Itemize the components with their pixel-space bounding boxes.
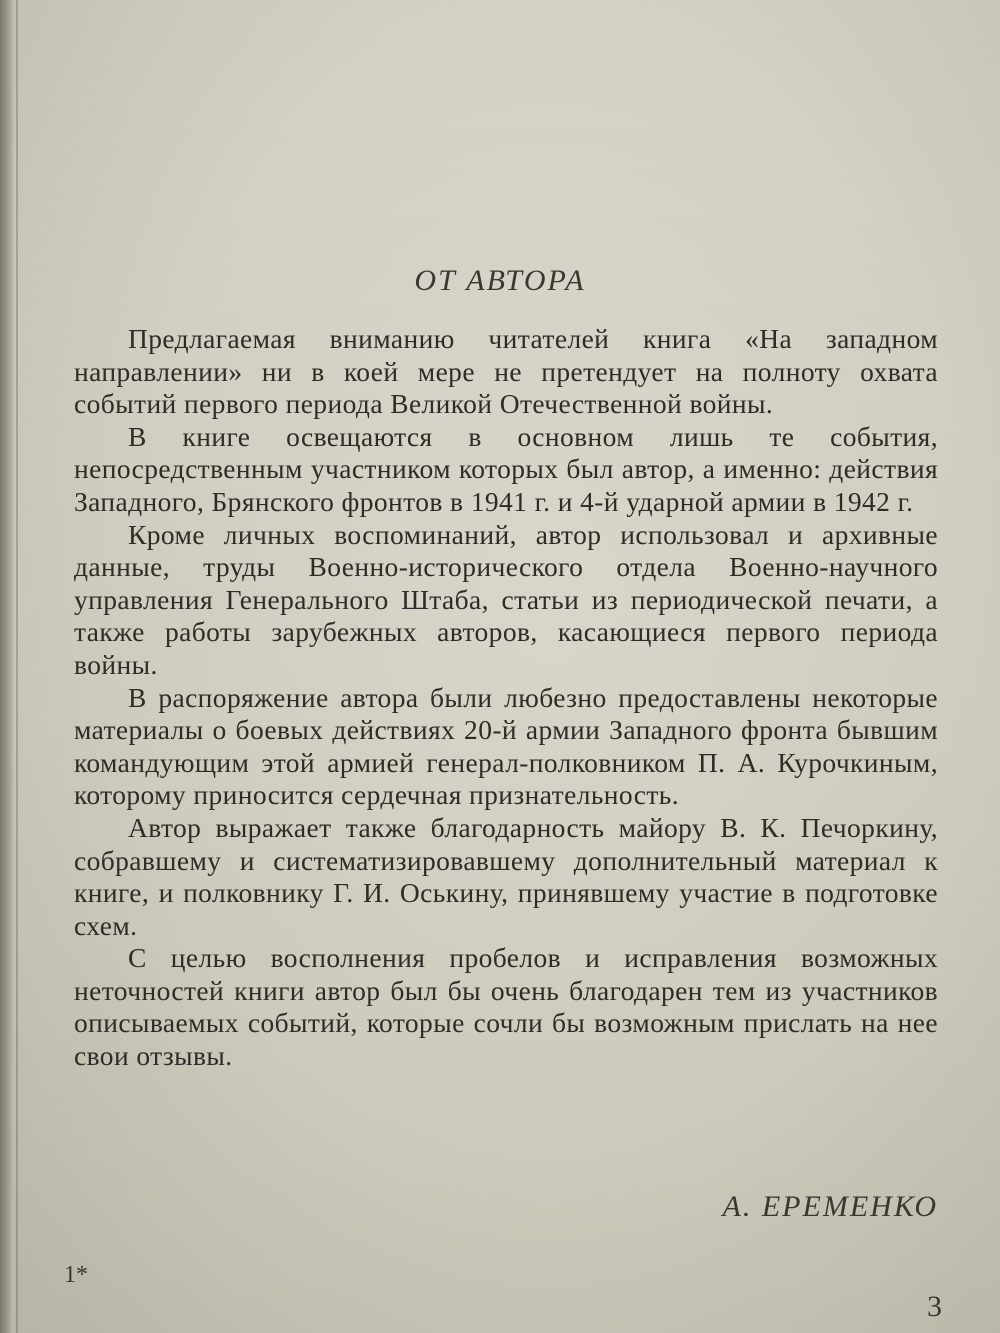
author-signature: А. ЕРЕМЕНКО [722, 1190, 938, 1223]
body-text [74, 323, 938, 1073]
paragraph: В книге освещаются в основном лишь те события, непосредственным участником которых был автор, а именно: действия Западного, Брянского фронтов в 1941 г. и 4-й ударной армии в 1942 г. [74, 420, 938, 517]
binding-crease [16, 0, 18, 1333]
printer-signature-mark: 1* [64, 1262, 88, 1288]
paragraph: Автор выражает также благодарность майору В. К. Печоркину, собравшему и систематизировавшему дополнительный материал к книге, и полковнику Г. И. Оськину, принявшему участие в подготовке схем. [74, 811, 938, 941]
paragraph: В распоряжение автора были любезно предоставлены некоторые материалы о боевых действиях 20-й армии Западного фронта бывшим командующим этой армией генерал-полковником П. А. Курочкиным, которому приносится сердечная признательность. [74, 681, 938, 811]
page-number: 3 [927, 1290, 942, 1323]
book-binding-edge [0, 0, 14, 1333]
paragraph: Кроме личных воспоминаний, автор использовал и архивные данные, труды Военно-исторического отдела Военно-научного управления Генерального Штаба, статьи из периодической печати, а также работы зарубежных авторов, касающиеся первого периода войны. [74, 518, 938, 680]
paragraph: С целью восполнения пробелов и исправления возможных неточностей книги автор был бы очень благодарен тем из участников описываемых событий, которые сочли бы возможным прислать на нее свои отзывы. [74, 942, 938, 1072]
page-title: ОТ АВТОРА [414, 264, 586, 297]
paragraph: Предлагаемая вниманию читателей книга «На западном направлении» ни в коей мере не претендует на полноту охвата событий первого периода Великой Отечественной войны. [74, 323, 938, 420]
